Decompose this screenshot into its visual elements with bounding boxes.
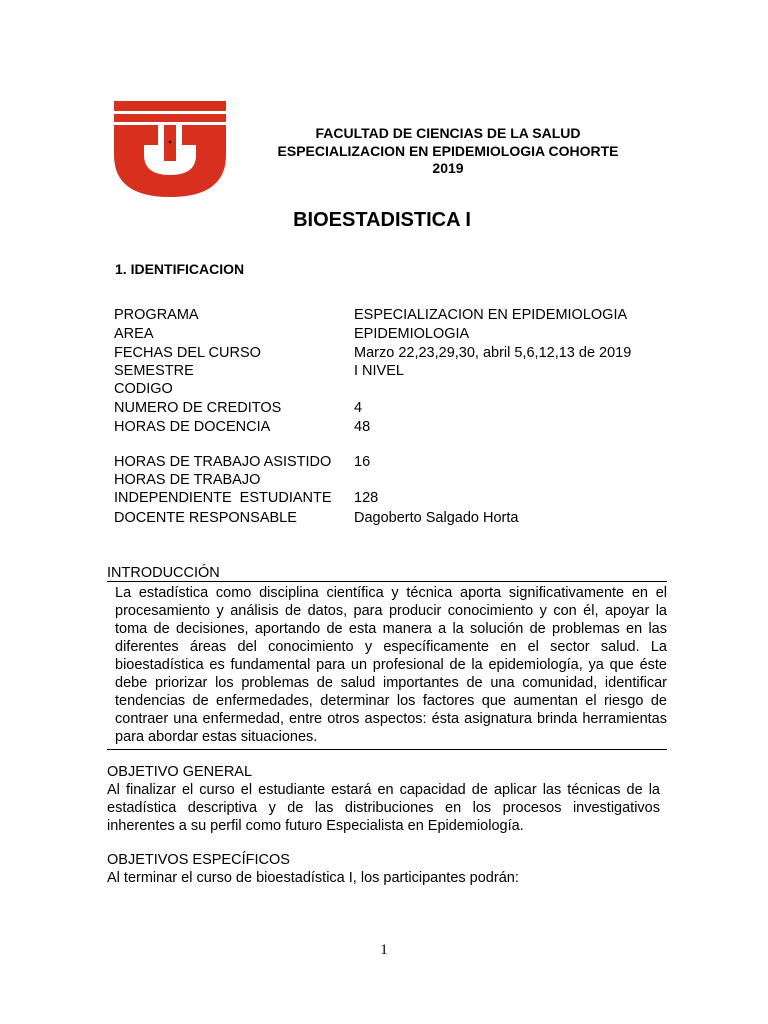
introduction-text: La estadística como disciplina científica y técnica aporta significativamente en el procesamiento y análisis de datos, para producir conocimiento y con él, apoyar la toma de decisiones, aportando de esta manera a la solución de problemas en las diferentes áreas del conocimiento y específicamente en el sector salud. La bioestadística es fundamental para un profesional de la epidemiología, ya que éste debe priorizar los problemas de salud importantes de una comunidad, identificar tendencias de enfermedades, determinar los factores que aumentan el riesgo de contraer una enfermedad, entre otros aspectos: ésta asignatura brinda herramientas para abordar estas situaciones. [115,585,667,745]
section-heading-objetivos-especificos: OBJETIVOS ESPECÍFICOS [107,852,290,868]
info-key: AREA [114,326,154,342]
info-key: DOCENTE RESPONSABLE [114,510,297,526]
info-value: 16 [354,454,371,470]
info-key: HORAS DE TRABAJO ASISTIDO [114,454,332,470]
objetivo-general-block [107,781,660,835]
info-key: PROGRAMA [114,307,199,323]
info-key: HORAS DE TRABAJO [114,472,261,488]
info-value: Marzo 22,23,29,30, abril 5,6,12,13 de 2019 [354,345,632,361]
info-key: SEMESTRE [114,363,194,379]
info-key: INDEPENDIENTE ESTUDIANTE [114,490,332,506]
page-number: 1 [380,942,388,958]
section-heading-introduccion: INTRODUCCIÓN [107,565,220,581]
program-name: ESPECIALIZACION EN EPIDEMIOLOGIA COHORTE [277,142,619,159]
objetivo-general-text: Al finalizar el curso el estudiante estará en capacidad de aplicar las técnicas de la estadística descriptiva y de las distribuciones en los procesos investigativos inherentes a su perfil como futuro Especialista en Epidemiología. [107,782,660,834]
info-value: 48 [354,419,371,435]
info-value: 4 [354,400,363,416]
cohort-year: 2019 [432,160,464,176]
info-value: I NIVEL [354,363,404,379]
info-value: ESPECIALIZACION EN EPIDEMIOLOGIA [354,307,628,323]
section-heading-identificacion: 1. IDENTIFICACION [115,261,245,277]
info-key: HORAS DE DOCENCIA [114,419,271,435]
introduction-box [107,581,667,750]
section-heading-objetivo-general: OBJETIVO GENERAL [107,764,253,780]
objetivos-especificos-text: Al terminar el curso de bioestadística I, los participantes podrán: [107,870,519,886]
objetivos-especificos-block [107,869,660,887]
university-logo [114,101,226,197]
faculty-header [250,125,646,178]
info-value: Dagoberto Salgado Horta [354,510,519,526]
info-value: EPIDEMIOLOGIA [354,326,470,342]
info-value: 128 [354,490,379,506]
info-key: CODIGO [114,381,173,397]
faculty-name: FACULTAD DE CIENCIAS DE LA SALUD [315,125,581,141]
course-title: BIOESTADISTICA I [293,209,471,231]
info-key: NUMERO DE CREDITOS [114,400,282,416]
info-key: FECHAS DEL CURSO [114,345,261,361]
